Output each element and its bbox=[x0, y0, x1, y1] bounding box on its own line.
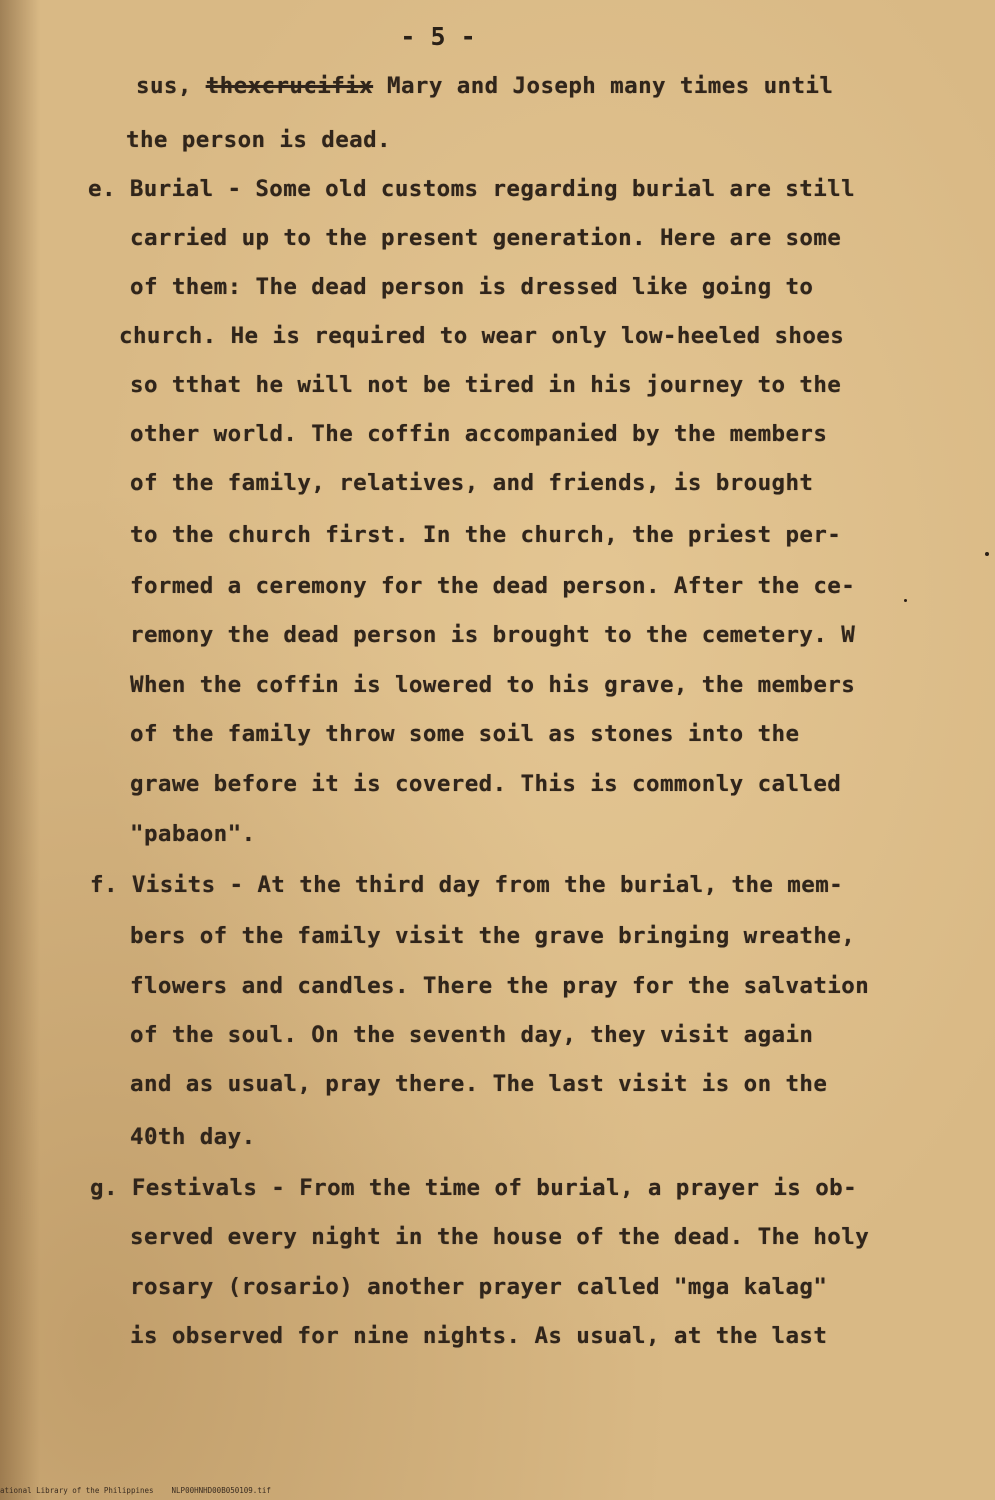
text-line-1 bbox=[136, 73, 833, 99]
scan-footer bbox=[0, 1486, 271, 1495]
text-line: and as usual, pray there. The last visit is on the bbox=[130, 1071, 828, 1097]
text-line: carried up to the present generation. Here are some bbox=[130, 225, 842, 251]
text-line: church. He is required to wear only low-heeled shoes bbox=[119, 323, 845, 349]
footer-filename: NLP00HNHD00B050109.tif bbox=[171, 1486, 271, 1495]
section-g-heading: g. Festivals - From the time of burial, a prayer is ob- bbox=[90, 1175, 858, 1201]
text-line: other world. The coffin accompanied by the members bbox=[130, 421, 828, 447]
text-line: of the family throw some soil as stones into the bbox=[130, 721, 800, 747]
text-line: to the church first. In the church, the priest per- bbox=[130, 522, 842, 548]
text-line: bers of the family visit the grave bringing wreathe, bbox=[130, 923, 856, 949]
text-line: When the coffin is lowered to his grave, the members bbox=[130, 672, 856, 698]
text-line: formed a ceremony for the dead person. After the ce- bbox=[130, 573, 856, 599]
footer-library: ational Library of the Philippines bbox=[0, 1486, 154, 1495]
text-line: of the soul. On the seventh day, they visit again bbox=[130, 1022, 814, 1048]
text-line: rosary (rosario) another prayer called "mga kalag" bbox=[130, 1274, 828, 1300]
text-line: grawe before it is covered. This is commonly called bbox=[130, 771, 842, 797]
text-line: remony the dead person is brought to the cemetery. W bbox=[130, 622, 856, 648]
paper-speck bbox=[904, 599, 907, 602]
text-line: of them: The dead person is dressed like going to bbox=[130, 274, 814, 300]
struck-out-text: thexcrucifix bbox=[205, 73, 374, 99]
text-fragment: sus, bbox=[136, 73, 206, 99]
text-line: "pabaon". bbox=[130, 821, 256, 847]
paper-speck bbox=[985, 552, 989, 556]
text-line: flowers and candles. There the pray for the salvation bbox=[130, 973, 870, 999]
text-line: 40th day. bbox=[130, 1124, 256, 1150]
text-line: so tthat he will not be tired in his journey to the bbox=[130, 372, 842, 398]
text-line-2: the person is dead. bbox=[126, 127, 391, 153]
page-number: - 5 - bbox=[400, 22, 476, 51]
text-line: of the family, relatives, and friends, is brought bbox=[130, 470, 814, 496]
section-e-heading: e. Burial - Some old customs regarding burial are still bbox=[88, 176, 856, 202]
section-f-heading: f. Visits - At the third day from the burial, the mem- bbox=[90, 872, 844, 898]
text-line: served every night in the house of the dead. The holy bbox=[130, 1224, 870, 1250]
text-line: is observed for nine nights. As usual, at the last bbox=[130, 1323, 828, 1349]
text-fragment: Mary and Joseph many times until bbox=[373, 73, 834, 99]
